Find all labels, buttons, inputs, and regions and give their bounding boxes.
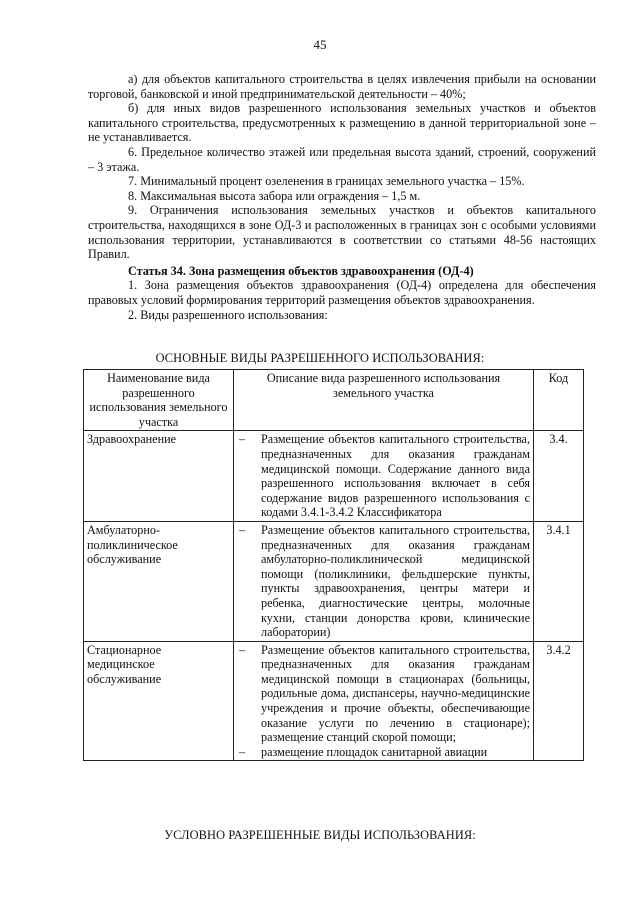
- table-header-row: [84, 370, 584, 431]
- paragraph: 1. Зона размещения объектов здравоохранения (ОД-4) определена для обеспечения правовых условий формирования территорий размещения объектов здравоохранения.: [88, 278, 596, 307]
- use-name: Стационарное медицинское обслуживание: [84, 641, 234, 761]
- table-row: [84, 641, 584, 761]
- use-description: [234, 641, 534, 761]
- header-code: Код: [534, 370, 584, 431]
- table-row: [84, 521, 584, 641]
- paragraph: 2. Виды разрешенного использования:: [128, 307, 328, 322]
- dash-bullet: –: [239, 642, 246, 657]
- article-heading: Статья 34. Зона размещения объектов здравоохранения (ОД-4): [128, 263, 474, 278]
- dash-bullet: –: [239, 744, 246, 759]
- use-code: 3.4.1: [534, 521, 584, 641]
- conditional-uses-title: УСЛОВНО РАЗРЕШЕННЫЕ ВИДЫ ИСПОЛЬЗОВАНИЯ:: [164, 828, 476, 842]
- description-item: [237, 432, 530, 520]
- main-uses-title: ОСНОВНЫЕ ВИДЫ РАЗРЕШЕННОГО ИСПОЛЬЗОВАНИЯ:: [155, 351, 485, 365]
- description-item: [237, 523, 530, 640]
- description-text: Размещение объектов капитального строительства, предназначенных для оказания гражданам медицинской помощи в стационарах (больницы, родильные дома, диспансеры, научно-медицинские учреждения и прочие объекты, обеспечивающие оказание услуги по лечению в стационаре); размещение станций скорой помощи;: [261, 642, 530, 745]
- use-code: 3.4.: [534, 431, 584, 522]
- description-text: Размещение объектов капитального строительства, предназначенных для оказания гражданам медицинской помощи. Содержание данного вида разрешенного использования включает в себя содержание видов разрешенного использования с кодами 3.4.1-3.4.2 Классификатора: [261, 432, 530, 520]
- header-name: Наименование вида разрешенного использования земельного участка: [84, 370, 234, 431]
- dash-bullet: –: [239, 432, 246, 447]
- document-body: [88, 72, 596, 322]
- use-description: [234, 431, 534, 522]
- use-description: [234, 521, 534, 641]
- paragraph: 8. Максимальная высота забора или ограждения – 1,5 м.: [128, 188, 421, 203]
- page-number: 45: [313, 37, 327, 52]
- paragraph: б) для иных видов разрешенного использования земельных участков и объектов капитального строительства, предусмотренных к размещению в данной территориальной зоне – не устанавливается.: [88, 101, 596, 145]
- permitted-uses-table: [83, 369, 584, 761]
- description-text: Размещение объектов капитального строительства, предназначенных для оказания гражданам амбулаторно-поликлинической медицинской помощи (поликлиники, фельдшерские пункты, пункты здравоохранения, центры матери и ребенка, диагностические центры, молочные кухни, станции донорства крови, клинические лаборатории): [261, 522, 530, 640]
- description-text: размещение площадок санитарной авиации: [261, 744, 488, 759]
- paragraph: а) для объектов капитального строительства в целях извлечения прибыли на основании торговой, банковской и иной предпринимательской деятельности – 40%;: [88, 72, 596, 101]
- header-description: Описание вида разрешенного использования земельного участка: [234, 370, 534, 431]
- paragraph: 6. Предельное количество этажей или предельная высота зданий, строений, сооружений – 3 этажа.: [88, 144, 596, 174]
- paragraph: 7. Минимальный процент озеленения в границах земельного участка – 15%.: [128, 174, 525, 189]
- paragraph: 9. Ограничения использования земельных участков и объектов капитального строительства, находящихся в зоне ОД-3 и расположенных в границах зон с особыми условиями использования территории, устанавливаются в соответствии со статьями 48-56 настоящих Правил.: [88, 203, 596, 262]
- table-row: [84, 431, 584, 522]
- description-item: [237, 745, 530, 760]
- use-name: Амбулаторно-поликлиническое обслуживание: [84, 521, 234, 641]
- dash-bullet: –: [239, 522, 246, 537]
- use-name: Здравоохранение: [84, 431, 234, 522]
- use-code: 3.4.2: [534, 641, 584, 761]
- description-item: [237, 643, 530, 745]
